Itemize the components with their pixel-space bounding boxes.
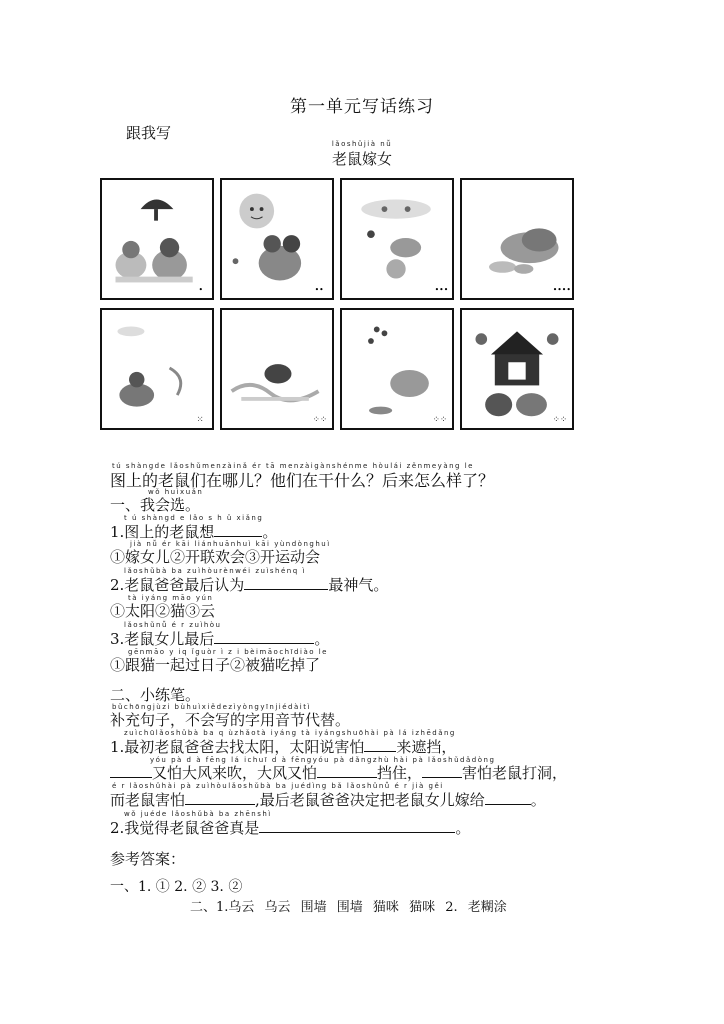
q2-blank[interactable] xyxy=(244,577,328,590)
p1-line3-text: 而老鼠害怕 xyxy=(110,791,186,809)
intro-pinyin: tú shàngde lǎoshǔmenzàinǎ ér tā menzàigànshénme hòulái zěnmeyàng le xyxy=(112,462,474,470)
story-panel-6 xyxy=(220,308,334,430)
q1-blank[interactable] xyxy=(214,524,262,537)
section2-heading: 二、小练笔。 xyxy=(110,686,201,704)
p1-line2-end: 害怕老鼠打洞， xyxy=(462,764,568,782)
p1-blank-2[interactable] xyxy=(110,765,152,778)
p1-line3-mid: ,最后老鼠爸爸决定把老鼠女儿嫁给 xyxy=(255,791,485,809)
q3-end: 。 xyxy=(314,630,330,648)
paragraph-1-line-2 xyxy=(110,762,567,783)
q2-end: 最神气。 xyxy=(328,576,389,594)
q2-options: ①太阳②猫③云 xyxy=(110,602,216,620)
story-panel-3 xyxy=(340,178,454,300)
q1-text: 1.图上的老鼠想 xyxy=(110,523,215,541)
q1-end: 。 xyxy=(262,523,278,541)
p2-end: 。 xyxy=(455,819,471,837)
page-title: 第一单元写话练习 xyxy=(290,97,434,117)
supplement-instruction: 补充句子，不会写的字用音节代替。 xyxy=(110,711,351,729)
story-panel-4 xyxy=(460,178,574,300)
p1-pinyin-3: é r lǎoshǔhài pà zuìhòulǎoshǔbà ba juédìng bǎ lǎoshǔnǚ é r jià gěi xyxy=(112,782,444,790)
p1-blank-1[interactable] xyxy=(364,739,396,752)
question-1 xyxy=(110,521,277,542)
story-panel-5 xyxy=(100,308,214,430)
panel-marker: •• xyxy=(314,285,324,295)
p1-pinyin-1: zuìchūlǎoshǔbà ba q ùzhǎotà iyáng tà iyángshuōhài pà lá izhēdǎng xyxy=(124,729,456,737)
story-panel-1 xyxy=(100,178,214,300)
p1-line2-text: 又怕大风来吹，大风又怕 xyxy=(152,764,318,782)
section1-heading: 一、我会选。 xyxy=(110,496,201,514)
question-3 xyxy=(110,628,329,649)
picture-grid xyxy=(100,178,592,434)
p1-pinyin-2: yóu pà d à fēng lá ichuī d à fēngyóu pà dǎngzhù hài pà lǎoshǔdǎdòng xyxy=(150,756,496,764)
panel-marker: ⁘⁘ xyxy=(312,415,328,426)
q2-pinyin: lǎoshǔbà ba zuìhòurènwéi zuìshénq ì xyxy=(124,567,306,575)
story-panel-7 xyxy=(340,308,454,430)
answers-line-2: 二、1.乌云 乌云 围墙 围墙 猫咪 猫咪 2. 老糊涂 xyxy=(190,900,507,915)
q3-pinyin: lǎoshǔnǚ é r zuìhòu xyxy=(124,621,222,629)
p1-line2-mid: 挡住， xyxy=(377,764,423,782)
q2-text: 2.老鼠爸爸最后认为 xyxy=(110,576,245,594)
q1-options-pinyin: jià nǚ ér kāi liánhuānhuì kāi yùndònghuì xyxy=(130,540,331,548)
story-title: 老鼠嫁女 xyxy=(331,150,392,168)
panel-marker: ⁙ xyxy=(196,415,204,426)
panel-marker: ⁘⁘ xyxy=(432,415,448,426)
supplement-pinyin: bǔchōngjùzi bùhuìxiědezìyòngyīnjiédàitì xyxy=(112,703,311,711)
paragraph-2 xyxy=(110,817,470,838)
answers-heading: 参考答案： xyxy=(110,850,186,868)
p1-blank-6[interactable] xyxy=(485,792,531,805)
story-panel-8 xyxy=(460,308,574,430)
story-title-pinyin: lǎoshǔjià nǚ xyxy=(331,140,393,148)
question-2 xyxy=(110,574,388,595)
intro-question: 图上的老鼠们在哪儿？他们在干什么？后来怎么样了？ xyxy=(110,471,495,490)
q3-options-pinyin: gēnmāo y iq ǐguòr ì z i bèimāochīdiào le xyxy=(128,648,328,656)
p1-line1-text: 1.最初老鼠爸爸去找太阳，太阳说害怕 xyxy=(110,738,365,756)
p2-text: 2.我觉得老鼠爸爸真是 xyxy=(110,819,260,837)
p1-line3-end: 。 xyxy=(530,791,546,809)
q3-blank[interactable] xyxy=(214,631,314,644)
follow-label: 跟我写 xyxy=(126,124,172,142)
p2-blank[interactable] xyxy=(259,820,455,833)
p1-blank-4[interactable] xyxy=(422,765,462,778)
q1-pinyin: t ú shàngd e lǎo s h ǔ xiǎng xyxy=(124,514,264,522)
paragraph-1-line-3 xyxy=(110,789,546,810)
answers-line-1: 一、1. ① 2. ② 3. ② xyxy=(110,879,243,895)
paragraph-1-line-1 xyxy=(110,736,456,757)
q1-options: ①嫁女儿②开联欢会③开运动会 xyxy=(110,548,321,566)
section1-pinyin: wǒ huìxuǎn xyxy=(148,488,204,496)
p1-blank-3[interactable] xyxy=(317,765,377,778)
panel-marker: ••• xyxy=(434,285,449,295)
q3-options: ①跟猫一起过日子②被猫吃掉了 xyxy=(110,656,321,674)
story-panel-2 xyxy=(220,178,334,300)
q2-options-pinyin: tà iyáng māo yún xyxy=(128,594,214,602)
p1-line1-end: 来遮挡， xyxy=(396,738,457,756)
panel-marker: • xyxy=(198,285,204,295)
panel-marker: ⁘⁘ xyxy=(552,415,568,426)
p2-pinyin: wǒ juéde lǎoshǔbà ba zhēnshì xyxy=(124,810,272,818)
panel-marker: •••• xyxy=(552,285,571,295)
q3-text: 3.老鼠女儿最后 xyxy=(110,630,215,648)
p1-blank-5[interactable] xyxy=(185,792,255,805)
